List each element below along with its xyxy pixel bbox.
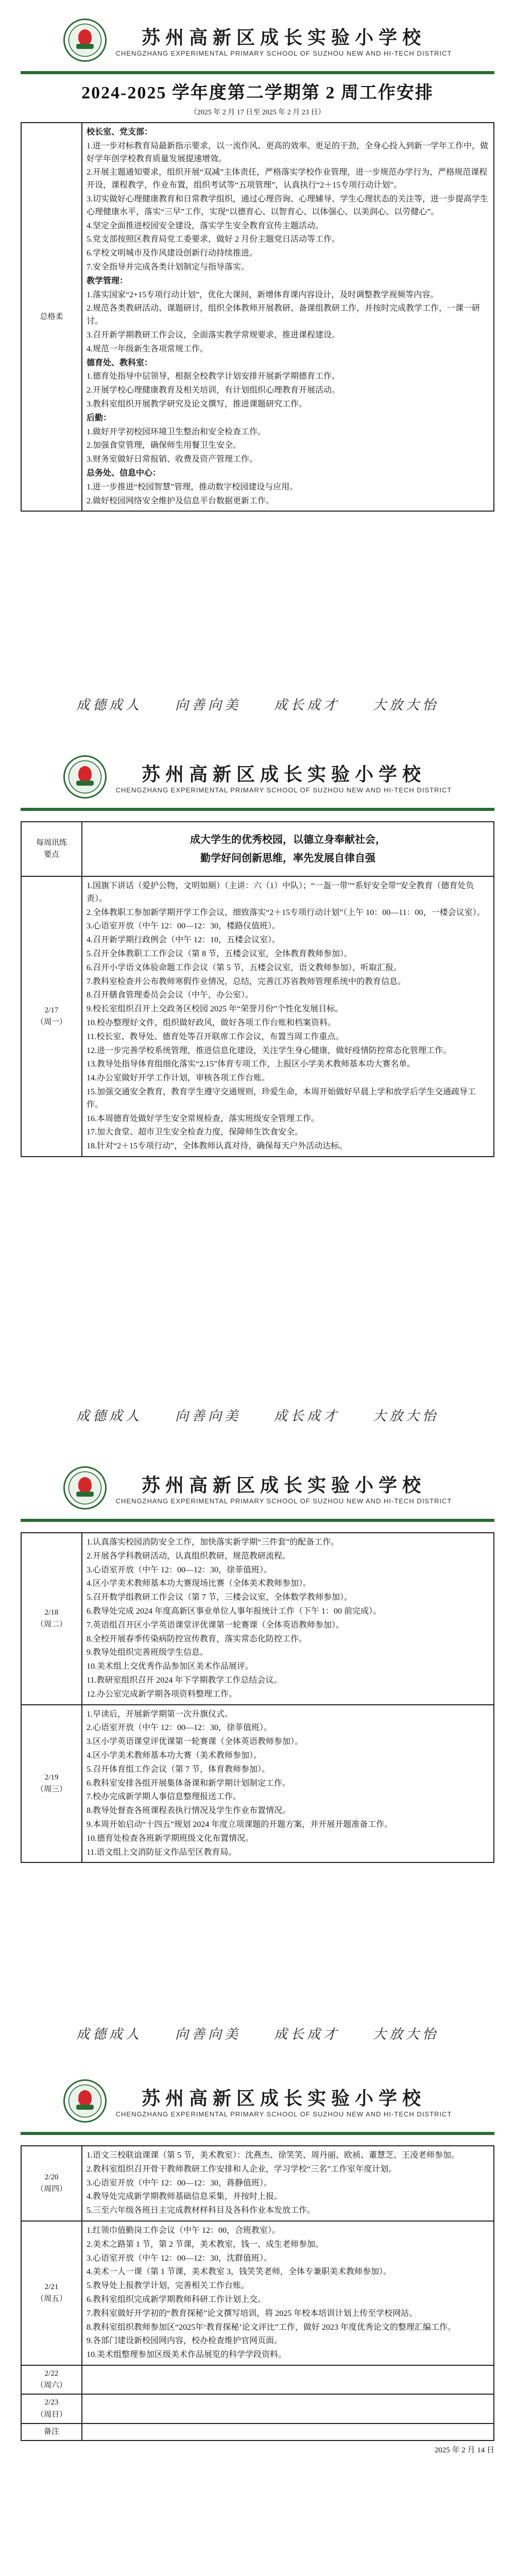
list-item: 2.全体教职工参加新学期开学工作会议，细致落实“2＋15专项行动计划”（上午 10：00—11：00，一楼会议室）。: [87, 908, 485, 917]
list-item: 8.教导处督查各班课程表执行情况及学生作业布置情况。: [87, 1806, 291, 1816]
list-item: 15.加强交通安全教育，教育学生遵守交通规则，珍爱生命，本周开始做好早晨上学和放学后学生交通疏导工作。: [87, 1087, 476, 1109]
list-item: 6.学校文明城市及作风建设创新行动持续推进。: [87, 249, 258, 258]
school-name-en: CHENGZHANG EXPERIMENTAL PRIMARY SCHOOL OF SUZHOU NEW AND HI-TECH DISTRICT: [115, 2110, 452, 2118]
school-header: [0, 2070, 515, 2132]
list-item: 14.办公室做好开学工作计划，审核各项工作台账。: [87, 1074, 270, 1083]
list-item: 5.三至六年级各班日主完成教材样科目及各科作业本发放工作。: [87, 2206, 316, 2215]
footer-band: [0, 680, 515, 727]
doc-date: 2025 年 2 月 14 日: [434, 2446, 494, 2455]
day-content: [82, 2146, 494, 2221]
doc-subtitle: （2025 年 2 月 17 日至 2025 年 2 月 23 日）: [190, 109, 325, 116]
overall-table: [21, 122, 494, 512]
list-item: 1.德育处指导中层领导，根据全校教学计划安排开展新学期德育工作。: [87, 372, 340, 381]
school-name: 苏州高新区成长实验小学校: [141, 764, 426, 785]
list-item: 7.安全指导并完成各类计划制定与指导落实。: [87, 262, 250, 272]
day-content: [82, 2365, 494, 2395]
day-label: 2/19 （周三）: [21, 1705, 82, 1863]
day-label: 2/20 （周四）: [21, 2146, 82, 2221]
list-item: 1.落实国家“2+15专项行动计划”，优化大课间，新增体育课内容设计，及时调整教学视频等内容。: [87, 290, 439, 299]
list-item: 8.召开膳食管理委员会会议（中午，办公室）。: [87, 991, 254, 1000]
list-item: 10.美术组上交优秀作品参加区美术作品展评。: [87, 1662, 254, 1671]
weekly-table-2: [21, 1532, 494, 1863]
school-name: 苏州高新区成长实验小学校: [141, 27, 426, 48]
list-item: 5.教导处上报教学计划，完善相关工作台账。: [87, 2281, 250, 2291]
school-logo-icon: [63, 755, 107, 799]
remark-label: 备注: [21, 2424, 82, 2441]
motto-line: 勤学好问创新思维，率先发展自律自强: [200, 853, 375, 864]
list-item: 1.国旗下讲话（爱护公物，文明如厕）（主讲：六（1）中队）；“一盔一带”“系好安全带”安全教育（德育处负责）。: [87, 882, 474, 903]
list-item: 1.进一步推进“校园智慧”管理，推动数字校园建设与应用。: [87, 482, 298, 492]
list-item: 7.教科室做好开学初的“教育探秘”论文撰写培训，将 2025 年校本培训计划上传至学校网站。: [87, 2309, 418, 2318]
footer-motto: 向善向美: [175, 1408, 241, 1423]
day-label: 2/18 （周二）: [21, 1533, 82, 1705]
list-item: 6.教科室组织完成新学期教师科研工作计划上交。: [87, 2295, 266, 2304]
list-item: 4.教导处完成新学期教师基础信息采集，并按时上报。: [87, 2192, 283, 2201]
section-heading: 教学管理：: [87, 276, 128, 285]
list-item: 6.教科室安排各组开展集体备课和新学期计划制定工作。: [87, 1778, 291, 1788]
list-item: 10.美术组整理参加区级美术作品展览的科学学段资料。: [87, 2350, 287, 2360]
list-item: 3.区小学英语课堂评优课第一轮赛课（全体英语教师参加）。: [87, 1737, 303, 1747]
list-item: 2.开展主题通知要求，组织开展“双减”主体责任，严格落实学校作业管理，进一步规范办学行为，严格规范课程开设，课程教学，作业布置，组织考试等“五项管理”，认真执行“2＋15专项行动计划”。: [87, 168, 488, 190]
list-item: 1.语文三校联谊课课（第 5 节，美术教室）：沈燕杰、徐笑笑、周丹丽、欧祯、董慧芝、王凌老师参加。: [87, 2151, 460, 2160]
list-item: 6.召开小学语文体验命题工作会议（第 5 节，五楼会议室，语文教师参加），听取汇报。: [87, 963, 402, 972]
section-heading: 总务处、信息中心：: [87, 468, 161, 478]
list-item: 9.本周开始启动“十四五”规划 2024 年度立项课题的开题方案，并开展开题准备工作。: [87, 1820, 393, 1829]
list-item: 1.做好开学初校园环境卫生整治和安全检查工作。: [87, 427, 266, 436]
section-heading: 校长室、党支部：: [87, 128, 153, 137]
list-item: 11.校长室、教导处、德育处等召开联席工作会议，布置当周工作重点。: [87, 1032, 344, 1041]
school-name-en: CHENGZHANG EXPERIMENTAL PRIMARY SCHOOL OF SUZHOU NEW AND HI-TECH DISTRICT: [115, 1497, 452, 1505]
list-item: 4.美术一人一课（第 1 节课，美术教室 3，钱笑笑老师，全体专兼职美术教师参加）。: [87, 2267, 392, 2277]
list-item: 12.办公室完成新学期各项资料整理工作。: [87, 1689, 237, 1699]
list-item: 9.教导处组织完善班级学生信息。: [87, 1648, 209, 1657]
list-item: 11.语文组上交消防征文作品至区教育局。: [87, 1848, 237, 1857]
weekly-header: 每周讯练 要点: [21, 822, 82, 876]
footer-motto: 成德成人: [76, 1408, 142, 1423]
day-label: 2/23 （周日）: [21, 2394, 82, 2424]
list-item: 11.教研室组织召开 2024 年下学期教学工作总结会议。: [87, 1675, 282, 1685]
footer-motto: 大放大怡: [373, 2026, 439, 2042]
list-item: 4.召开新学期行政例会（中午 12：10，五楼会议室）。: [87, 936, 281, 945]
day-label: 2/22 （周六）: [21, 2365, 82, 2395]
list-item: 5.召开数学组教研工作会议（第 7 节，三楼会议室，全体数学教师参加）。: [87, 1593, 353, 1602]
day-content: [82, 876, 494, 1157]
page-1: [0, 0, 515, 512]
overall-content: [82, 123, 494, 511]
day-label: 2/21 （周五）: [21, 2221, 82, 2365]
list-item: 7.校办完成新学期人事信息整理报送工作。: [87, 1792, 242, 1802]
school-header: [0, 9, 515, 71]
remark-content: [82, 2424, 494, 2441]
list-item: 9.校长室组织召开上交政务区校园 2025 年“荣誉月份”个性化发展目标。: [87, 1005, 344, 1014]
list-item: 7.教科室检查并公布教师寒假作业情况，总结，完善江苏省教师管理系统中的教育信息。: [87, 977, 406, 986]
school-logo-icon: [63, 19, 107, 62]
list-item: 1.认真落实校园消防安全工作，加快落实新学期“三件套”的配备工作。: [87, 1538, 339, 1547]
list-item: 2.教科室组织召开骨干教师教研工作安排和人企业，学习学校“三名”工作室年度计划。: [87, 2164, 397, 2174]
footer-motto: 成德成人: [76, 2026, 142, 2042]
day-content: [82, 2394, 494, 2424]
footer-motto: 大放大怡: [373, 1408, 439, 1423]
school-header: [0, 1457, 515, 1519]
page-2: [0, 737, 515, 1157]
list-item: 3.教科室组织开展教学研究及论文撰写，推进课题研究工作。: [87, 399, 307, 409]
section-heading: 德育处、教科室：: [87, 358, 153, 367]
list-item: 2.做好校园网络安全维护及信息平台数据更新工作。: [87, 496, 274, 505]
page-4: [0, 2061, 515, 2455]
list-item: 17.加大食堂、超市卫生安全检查力度，保障师生饮食安全。: [87, 1128, 303, 1137]
list-item: 3.心语室开放（中午 12：00—12：30，沈群值班）。: [87, 2253, 272, 2263]
day-content: [82, 2221, 494, 2365]
header-rule: [21, 2132, 494, 2135]
motto-line: 成大学生的优秀校园，以德立身奉献社会，: [190, 834, 386, 845]
footer-motto: 成长成才: [274, 2026, 340, 2042]
list-item: 3.心语室开放（中午 12：00—12：30，徐菲值班）。: [87, 1565, 272, 1574]
list-item: 8.教科室组织教师参加区“2025年‘教育探秘’论文评比”工作，做好 2023 年度优秀论文的整理汇编工作。: [87, 2323, 456, 2332]
doc-title: 2024-2025 学年度第二学期第 2 周工作安排: [81, 83, 434, 103]
list-item: 2.开展各学科教研活动，认真组织教研，规范教研流程。: [87, 1551, 291, 1561]
list-item: 2.加强食堂管理，确保师生用餐卫生安全。: [87, 441, 242, 450]
list-item: 10.德育处检查各班新学期班级文化布置情况。: [87, 1834, 254, 1843]
list-item: 5.召开体育组工作会议（第 7 节，体育教师参加）。: [87, 1765, 270, 1774]
footer-3: [0, 2009, 515, 2057]
footer-motto: 成德成人: [76, 697, 142, 713]
school-name-en: CHENGZHANG EXPERIMENTAL PRIMARY SCHOOL OF SUZHOU NEW AND HI-TECH DISTRICT: [115, 49, 452, 57]
header-rule: [21, 1519, 494, 1522]
day-content: [82, 1705, 494, 1863]
list-item: 2.规范各类教研活动、课题研讨，组织全体教师开展教研、备课组教研工作，并按时完成教学工作，一课一研讨。: [87, 304, 480, 326]
list-item: 4.规范一年级新生各项常规工作。: [87, 344, 209, 353]
school-name: 苏州高新区成长实验小学校: [141, 2088, 426, 2109]
footer-motto: 向善向美: [175, 697, 241, 713]
overall-label: 总格柔: [21, 123, 82, 511]
school-header: [0, 746, 515, 808]
list-item: 13.教导处指导体育组细化落实“2.15”体育专项工作，上报区小学美术教师基本功大赛名单。: [87, 1060, 416, 1069]
list-item: 6.教导处完成 2024 年度高新区事业单位人事年报统计工作（下午 1：00 前完成）。: [87, 1606, 382, 1616]
weekly-table-1: [21, 821, 494, 1157]
school-name-en: CHENGZHANG EXPERIMENTAL PRIMARY SCHOOL OF SUZHOU NEW AND HI-TECH DISTRICT: [115, 786, 452, 794]
list-item: 4.区小学美术教师基本功大赛（美术教师参加）。: [87, 1751, 262, 1760]
footer-band: [0, 2009, 515, 2057]
school-logo-icon: [63, 2079, 107, 2123]
list-item: 7.英语组召开区小学英语课堂评优课第一轮赛课（全体英语教师参加）。: [87, 1620, 345, 1630]
list-item: 5.召开全体教职工工作会议（第 8 节，五楼会议室，全体教育教师参加）。: [87, 949, 353, 958]
list-item: 3.召开新学期教研工作会议，全面落实教学常规要求，推进课程建设。: [87, 330, 340, 340]
school-name: 苏州高新区成长实验小学校: [141, 1475, 426, 1496]
header-rule: [21, 71, 494, 74]
list-item: 3.财务室做好日常报销、收费及资产管理工作。: [87, 455, 258, 464]
list-item: 1.进一步对标教育局最新指示要求，以一流作风、更高的效率、更足的干劲，全身心投入到新一学年工作中，做好学年创学校教育质量发展提速增效。: [87, 141, 489, 163]
motto-cell: [82, 822, 494, 876]
footer-motto: 成长成才: [274, 697, 340, 713]
list-item: 10.校办整理好文件，组织做好政风，做好各项工作台账和档案资料。: [87, 1018, 336, 1027]
school-logo-icon: [63, 1466, 107, 1510]
list-item: 18.针对“2＋15专项行动”，全体教师认真对待，确保每天户外活动达标。: [87, 1142, 348, 1151]
day-content: [82, 1533, 494, 1705]
list-item: 16.本周德育处做好学生安全常规检查，落实班级安全管理工作。: [87, 1114, 320, 1123]
footer-motto: 成长成才: [274, 1408, 340, 1423]
list-item: 5.党支部按照区教育局党工委要求，做好 2 月份主题党日活动等工作。: [87, 235, 340, 244]
footer-motto: 向善向美: [175, 2026, 241, 2042]
footer-2: [0, 1391, 515, 1438]
weekly-table-3: [21, 2145, 494, 2441]
page-3: [0, 1448, 515, 1863]
list-item: 4.坚定全面推进校园安全建设，落实学生安全教育宣传主题活动。: [87, 221, 324, 230]
list-item: 1.红领巾值勤岗工作会议（中午 12：00，合班教室）。: [87, 2226, 281, 2235]
footer-band: [0, 1391, 515, 1438]
list-item: 2.开展学校心理健康教育及相关培训，有计划组织心理教育开展活动。: [87, 386, 340, 395]
list-item: 12.进一步完善学校系统管理，推进信息化建设，关注学生身心健康，做好疫情防控常态化管理工作。: [87, 1046, 452, 1055]
list-item: 2.心语室开放（中午 12：00—12：30，徐菲值班）。: [87, 1723, 272, 1733]
footer-motto: 大放大怡: [373, 697, 439, 713]
list-item: 8.全校开展春季传染病防控宣传教育，落实常态化防控工作。: [87, 1634, 307, 1643]
list-item: 4.区小学美术教师基本功大赛现场比赛（全体美术教师参加）。: [87, 1579, 312, 1588]
footer-1: [0, 680, 515, 727]
day-label: 2/17 （周一）: [21, 876, 82, 1157]
list-item: 9.各部门建设新校园网内容，校办检查维护官网页面。: [87, 2336, 283, 2346]
list-item: 3.心语室开放（中午 12：00—12：30，楼路仪值班）。: [87, 922, 281, 931]
list-item: 2.美术之路第 1 节，第 2 节课，美术教室，钱一、成生老师参加。: [87, 2240, 324, 2249]
header-rule: [21, 808, 494, 811]
list-item: 3.心语室开放（中午 12：00—12：30，蒋静值班）。: [87, 2178, 272, 2188]
list-item: 1.早读后，开展新学期第一次升旗仪式。: [87, 1709, 233, 1719]
list-item: 3.切实做好心理健康教育和日常教学组织，通过心理咨询、心理辅导、学生心理状态的关注等，进一步提高学生心理健康水平，落实“三早”工作，实现“以德育心、以智育心、以体强心、以美润心、以劳健心”。: [87, 194, 489, 216]
section-heading: 后勤：: [87, 413, 112, 422]
